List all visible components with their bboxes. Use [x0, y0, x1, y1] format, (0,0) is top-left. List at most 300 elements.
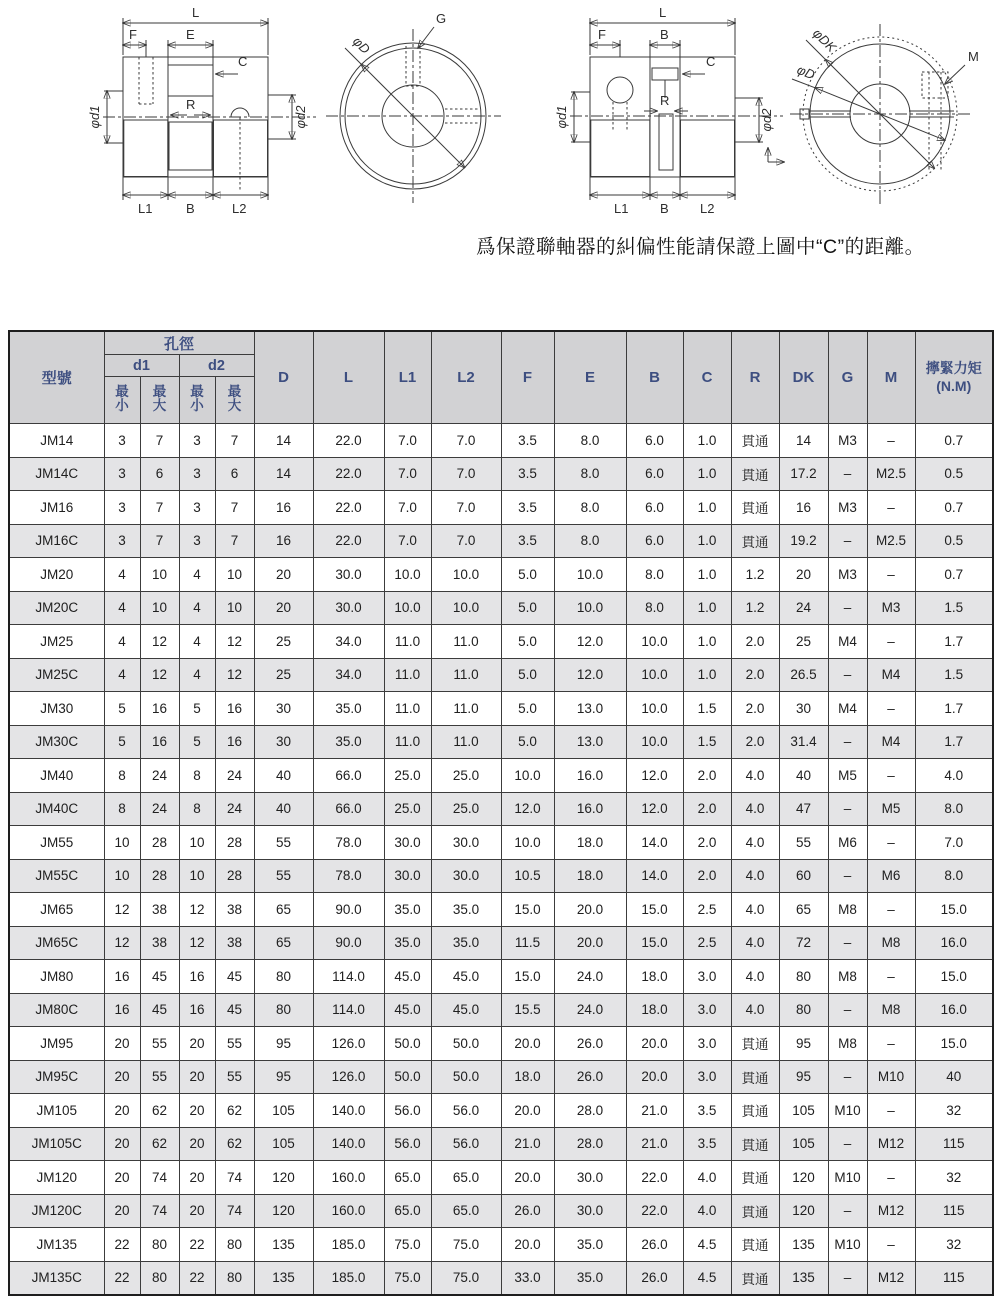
- value-cell: 4: [179, 558, 215, 592]
- value-cell: –: [828, 658, 867, 692]
- value-cell: 10: [104, 826, 140, 860]
- value-cell: 12: [179, 926, 215, 960]
- value-cell: 20.0: [501, 1228, 554, 1262]
- table-row: [9, 1094, 993, 1128]
- value-cell: 50.0: [384, 1027, 431, 1061]
- value-cell: 75.0: [431, 1228, 501, 1262]
- value-cell: 1.0: [683, 625, 731, 659]
- value-cell: 10: [215, 591, 254, 625]
- value-cell: 22.0: [313, 491, 384, 525]
- model-cell: JM55C: [9, 859, 104, 893]
- value-cell: 55: [215, 1060, 254, 1094]
- value-cell: 20.0: [626, 1027, 683, 1061]
- value-cell: –: [867, 1027, 915, 1061]
- value-cell: 30.0: [313, 591, 384, 625]
- value-cell: 16: [104, 960, 140, 994]
- value-cell: 3: [179, 491, 215, 525]
- value-cell: 7.0: [431, 491, 501, 525]
- value-cell: 4.0: [731, 826, 779, 860]
- value-cell: 2.0: [731, 658, 779, 692]
- value-cell: 貫通: [731, 524, 779, 558]
- model-cell: JM120C: [9, 1194, 104, 1228]
- dim-label-L2: L2: [700, 201, 715, 216]
- value-cell: 28: [140, 859, 179, 893]
- value-cell: 26.0: [626, 1228, 683, 1262]
- value-cell: 4: [179, 625, 215, 659]
- value-cell: 3.5: [683, 1127, 731, 1161]
- header-d2-min: 最小: [179, 377, 215, 424]
- value-cell: 7: [140, 524, 179, 558]
- value-cell: 10: [179, 859, 215, 893]
- value-cell: 20: [179, 1194, 215, 1228]
- value-cell: 20: [104, 1094, 140, 1128]
- value-cell: M10: [828, 1094, 867, 1128]
- value-cell: 8: [179, 759, 215, 793]
- value-cell: 62: [215, 1094, 254, 1128]
- value-cell: 10.0: [626, 658, 683, 692]
- value-cell: 32: [915, 1094, 993, 1128]
- value-cell: 5.0: [501, 658, 554, 692]
- value-cell: 20: [779, 558, 828, 592]
- dim-label-L1: L1: [138, 201, 153, 216]
- value-cell: 11.0: [431, 625, 501, 659]
- value-cell: 4: [104, 658, 140, 692]
- value-cell: 5: [179, 692, 215, 726]
- value-cell: –: [828, 926, 867, 960]
- value-cell: 75.0: [431, 1261, 501, 1295]
- value-cell: 16: [779, 491, 828, 525]
- value-cell: 26.0: [554, 1027, 626, 1061]
- value-cell: 13.0: [554, 692, 626, 726]
- value-cell: 8.0: [626, 558, 683, 592]
- value-cell: 30.0: [554, 1161, 626, 1195]
- value-cell: 20: [179, 1127, 215, 1161]
- value-cell: 7: [215, 424, 254, 458]
- dim-label-B: B: [660, 201, 669, 216]
- value-cell: 47: [779, 792, 828, 826]
- value-cell: M3: [828, 558, 867, 592]
- value-cell: 0.5: [915, 457, 993, 491]
- value-cell: 56.0: [431, 1094, 501, 1128]
- value-cell: 貫通: [731, 1060, 779, 1094]
- value-cell: 16.0: [554, 792, 626, 826]
- dim-label-C: C: [238, 54, 248, 69]
- value-cell: 30: [254, 692, 313, 726]
- model-cell: JM55: [9, 826, 104, 860]
- value-cell: 80: [779, 993, 828, 1027]
- value-cell: 3.5: [501, 424, 554, 458]
- value-cell: 11.0: [431, 658, 501, 692]
- value-cell: 6.0: [626, 457, 683, 491]
- value-cell: 12.0: [554, 625, 626, 659]
- value-cell: 10.0: [626, 692, 683, 726]
- value-cell: 7.0: [431, 457, 501, 491]
- value-cell: 33.0: [501, 1261, 554, 1295]
- value-cell: 3: [104, 491, 140, 525]
- header-M: M: [867, 331, 915, 424]
- value-cell: 0.5: [915, 524, 993, 558]
- hatch-right-hub: [681, 120, 735, 177]
- value-cell: 2.0: [731, 725, 779, 759]
- value-cell: 75.0: [384, 1261, 431, 1295]
- value-cell: 7: [140, 491, 179, 525]
- value-cell: 4.0: [731, 859, 779, 893]
- value-cell: 56.0: [431, 1127, 501, 1161]
- value-cell: 30.0: [384, 826, 431, 860]
- table-row: [9, 424, 993, 458]
- value-cell: 25.0: [431, 792, 501, 826]
- value-cell: 65.0: [384, 1194, 431, 1228]
- value-cell: 185.0: [313, 1261, 384, 1295]
- value-cell: 11.0: [431, 725, 501, 759]
- value-cell: 26.0: [626, 1261, 683, 1295]
- value-cell: 30.0: [384, 859, 431, 893]
- spec-sheet: [8, 330, 992, 1296]
- value-cell: 14: [254, 424, 313, 458]
- header-L: L: [313, 331, 384, 424]
- value-cell: 19.2: [779, 524, 828, 558]
- table-row: [9, 1161, 993, 1195]
- model-cell: JM14C: [9, 457, 104, 491]
- clamp-screw-head: [607, 77, 633, 103]
- value-cell: 120: [779, 1161, 828, 1195]
- dim-label-F: F: [598, 27, 606, 42]
- alignment-note: 爲保證聯軸器的糾偏性能請保證上圖中“C”的距離。: [476, 236, 925, 258]
- value-cell: 35.0: [554, 1261, 626, 1295]
- value-cell: 120: [779, 1194, 828, 1228]
- value-cell: 5.0: [501, 591, 554, 625]
- value-cell: 7: [215, 491, 254, 525]
- value-cell: 2.0: [683, 859, 731, 893]
- jmc-coupling-svg: [540, 2, 1000, 222]
- value-cell: 21.0: [626, 1127, 683, 1161]
- value-cell: 65: [254, 926, 313, 960]
- value-cell: 105: [779, 1094, 828, 1128]
- value-cell: 22.0: [313, 424, 384, 458]
- value-cell: 95: [254, 1027, 313, 1061]
- dim-label-R: R: [186, 97, 196, 112]
- value-cell: 10.0: [554, 591, 626, 625]
- value-cell: 7.0: [431, 424, 501, 458]
- value-cell: 6.0: [626, 491, 683, 525]
- value-cell: 21.0: [626, 1094, 683, 1128]
- value-cell: 20: [179, 1027, 215, 1061]
- value-cell: 105: [779, 1127, 828, 1161]
- value-cell: 160.0: [313, 1161, 384, 1195]
- value-cell: –: [828, 591, 867, 625]
- value-cell: 74: [215, 1161, 254, 1195]
- value-cell: 22: [104, 1261, 140, 1295]
- dim-label-L: L: [192, 5, 200, 20]
- value-cell: M2.5: [867, 524, 915, 558]
- value-cell: 20.0: [501, 1027, 554, 1061]
- value-cell: M2.5: [867, 457, 915, 491]
- value-cell: 45.0: [431, 960, 501, 994]
- value-cell: M8: [828, 1027, 867, 1061]
- table-row: [9, 759, 993, 793]
- dim-label-B-top: B: [660, 27, 669, 42]
- table-row: [9, 491, 993, 525]
- value-cell: 18.0: [501, 1060, 554, 1094]
- value-cell: –: [867, 759, 915, 793]
- value-cell: 160.0: [313, 1194, 384, 1228]
- value-cell: 11.5: [501, 926, 554, 960]
- value-cell: 45: [140, 993, 179, 1027]
- value-cell: M4: [867, 658, 915, 692]
- value-cell: 10: [140, 591, 179, 625]
- dim-label-phiD: φD: [794, 61, 818, 83]
- value-cell: –: [828, 1060, 867, 1094]
- value-cell: 25.0: [384, 759, 431, 793]
- value-cell: 6.0: [626, 424, 683, 458]
- value-cell: 貫通: [731, 1127, 779, 1161]
- value-cell: 34.0: [313, 658, 384, 692]
- value-cell: 25: [779, 625, 828, 659]
- value-cell: 2.5: [683, 893, 731, 927]
- value-cell: 30: [779, 692, 828, 726]
- header-D: D: [254, 331, 313, 424]
- value-cell: 20.0: [554, 893, 626, 927]
- table-row: [9, 792, 993, 826]
- value-cell: 66.0: [313, 759, 384, 793]
- model-cell: JM120: [9, 1161, 104, 1195]
- model-cell: JM65: [9, 893, 104, 927]
- table-row: [9, 558, 993, 592]
- value-cell: 16: [140, 725, 179, 759]
- value-cell: 20: [179, 1094, 215, 1128]
- value-cell: 14.0: [626, 859, 683, 893]
- value-cell: 15.0: [626, 893, 683, 927]
- value-cell: 11.0: [431, 692, 501, 726]
- dim-label-d1: φd1: [554, 105, 569, 129]
- value-cell: 12: [179, 893, 215, 927]
- model-cell: JM40: [9, 759, 104, 793]
- table-row: [9, 826, 993, 860]
- value-cell: 21.0: [501, 1127, 554, 1161]
- value-cell: 0.7: [915, 491, 993, 525]
- value-cell: 4.0: [683, 1161, 731, 1195]
- value-cell: 16.0: [915, 926, 993, 960]
- model-cell: JM30: [9, 692, 104, 726]
- value-cell: 16: [254, 491, 313, 525]
- value-cell: 8: [179, 792, 215, 826]
- table-row: [9, 1027, 993, 1061]
- table-row: [9, 457, 993, 491]
- value-cell: 12: [140, 658, 179, 692]
- value-cell: 60: [779, 859, 828, 893]
- value-cell: 20: [104, 1027, 140, 1061]
- value-cell: 22.0: [626, 1194, 683, 1228]
- value-cell: 24: [215, 792, 254, 826]
- value-cell: –: [828, 725, 867, 759]
- value-cell: 25: [254, 625, 313, 659]
- value-cell: –: [867, 625, 915, 659]
- value-cell: 0.7: [915, 558, 993, 592]
- value-cell: 135: [254, 1228, 313, 1262]
- value-cell: 7.0: [384, 524, 431, 558]
- value-cell: –: [828, 524, 867, 558]
- table-row: [9, 859, 993, 893]
- value-cell: M4: [867, 725, 915, 759]
- value-cell: 3.5: [501, 491, 554, 525]
- header-torque: [915, 331, 993, 424]
- value-cell: 17.2: [779, 457, 828, 491]
- value-cell: 4.0: [915, 759, 993, 793]
- header-F: F: [501, 331, 554, 424]
- value-cell: 15.0: [501, 960, 554, 994]
- value-cell: 7: [215, 524, 254, 558]
- value-cell: 25.0: [431, 759, 501, 793]
- value-cell: 5.0: [501, 692, 554, 726]
- value-cell: 38: [140, 926, 179, 960]
- value-cell: 105: [254, 1094, 313, 1128]
- value-cell: 24: [140, 759, 179, 793]
- value-cell: 10.0: [501, 759, 554, 793]
- value-cell: –: [828, 457, 867, 491]
- value-cell: 1.5: [683, 725, 731, 759]
- value-cell: 6.0: [626, 524, 683, 558]
- hatch-left-hub: [124, 120, 168, 177]
- dim-label-phiD: φD: [349, 33, 374, 57]
- value-cell: 15.0: [501, 893, 554, 927]
- value-cell: 16.0: [915, 993, 993, 1027]
- table-header: [9, 331, 993, 424]
- value-cell: 22: [179, 1228, 215, 1262]
- value-cell: 16.0: [554, 759, 626, 793]
- elastomer: [659, 114, 673, 170]
- value-cell: 30.0: [431, 826, 501, 860]
- model-cell: JM135C: [9, 1261, 104, 1295]
- value-cell: 5.0: [501, 725, 554, 759]
- value-cell: 14: [779, 424, 828, 458]
- dim-label-d1: φd1: [87, 105, 102, 129]
- value-cell: 20: [104, 1127, 140, 1161]
- model-cell: JM25: [9, 625, 104, 659]
- value-cell: 6: [140, 457, 179, 491]
- value-cell: 114.0: [313, 960, 384, 994]
- value-cell: 140.0: [313, 1127, 384, 1161]
- value-cell: M10: [828, 1161, 867, 1195]
- value-cell: 15.0: [915, 960, 993, 994]
- value-cell: 貫通: [731, 1228, 779, 1262]
- value-cell: 1.7: [915, 725, 993, 759]
- value-cell: 95: [254, 1060, 313, 1094]
- hatch-spider: [169, 122, 212, 170]
- value-cell: –: [867, 1161, 915, 1195]
- header-bore: 孔徑: [104, 331, 254, 355]
- value-cell: 35.0: [431, 926, 501, 960]
- header-d1-max: 最大: [140, 377, 179, 424]
- value-cell: –: [828, 859, 867, 893]
- value-cell: 55: [215, 1027, 254, 1061]
- value-cell: 35.0: [313, 725, 384, 759]
- value-cell: M5: [828, 759, 867, 793]
- header-model: 型號: [9, 331, 104, 424]
- value-cell: 75.0: [384, 1228, 431, 1262]
- value-cell: 55: [140, 1060, 179, 1094]
- value-cell: 4.0: [731, 960, 779, 994]
- table-row: [9, 893, 993, 927]
- header-C: C: [683, 331, 731, 424]
- value-cell: 3: [104, 457, 140, 491]
- value-cell: 3.5: [683, 1094, 731, 1128]
- value-cell: 15.0: [915, 893, 993, 927]
- value-cell: –: [867, 1094, 915, 1128]
- value-cell: 11.0: [384, 725, 431, 759]
- value-cell: 11.0: [384, 658, 431, 692]
- value-cell: 4: [104, 625, 140, 659]
- value-cell: 10: [104, 859, 140, 893]
- value-cell: 1.0: [683, 457, 731, 491]
- value-cell: M8: [828, 893, 867, 927]
- value-cell: 22.0: [626, 1161, 683, 1195]
- value-cell: 3.0: [683, 1027, 731, 1061]
- value-cell: –: [867, 491, 915, 525]
- table-row: [9, 1261, 993, 1295]
- value-cell: 20.0: [501, 1161, 554, 1195]
- table-row: [9, 1127, 993, 1161]
- value-cell: 90.0: [313, 893, 384, 927]
- value-cell: 80: [215, 1228, 254, 1262]
- value-cell: 4.5: [683, 1261, 731, 1295]
- value-cell: 6: [215, 457, 254, 491]
- header-L1: L1: [384, 331, 431, 424]
- value-cell: 30.0: [554, 1194, 626, 1228]
- value-cell: 126.0: [313, 1027, 384, 1061]
- value-cell: 135: [779, 1261, 828, 1295]
- dim-label-L1: L1: [614, 201, 629, 216]
- value-cell: 貫通: [731, 457, 779, 491]
- value-cell: 20.0: [626, 1060, 683, 1094]
- value-cell: 4: [179, 658, 215, 692]
- value-cell: 20: [254, 591, 313, 625]
- value-cell: 65.0: [431, 1194, 501, 1228]
- value-cell: 1.7: [915, 625, 993, 659]
- value-cell: 114.0: [313, 993, 384, 1027]
- value-cell: –: [828, 1261, 867, 1295]
- value-cell: 2.0: [683, 792, 731, 826]
- header-DK: DK: [779, 331, 828, 424]
- value-cell: 32: [915, 1228, 993, 1262]
- model-cell: JM25C: [9, 658, 104, 692]
- value-cell: 20.0: [501, 1094, 554, 1128]
- value-cell: 10.0: [384, 591, 431, 625]
- value-cell: 貫通: [731, 491, 779, 525]
- value-cell: 135: [779, 1228, 828, 1262]
- value-cell: 55: [779, 826, 828, 860]
- value-cell: 1.0: [683, 524, 731, 558]
- value-cell: 45: [215, 993, 254, 1027]
- value-cell: 62: [140, 1127, 179, 1161]
- value-cell: 5.0: [501, 558, 554, 592]
- table-row: [9, 1228, 993, 1262]
- value-cell: 8.0: [554, 457, 626, 491]
- value-cell: 30.0: [313, 558, 384, 592]
- value-cell: 10: [179, 826, 215, 860]
- value-cell: 2.0: [683, 826, 731, 860]
- value-cell: 3: [104, 424, 140, 458]
- model-cell: JM105C: [9, 1127, 104, 1161]
- dim-label-M: M: [968, 49, 979, 64]
- value-cell: 90.0: [313, 926, 384, 960]
- model-cell: JM20: [9, 558, 104, 592]
- table-row: [9, 692, 993, 726]
- value-cell: 貫通: [731, 1161, 779, 1195]
- value-cell: M3: [867, 591, 915, 625]
- spec-table: [8, 330, 994, 1296]
- value-cell: 8.0: [626, 591, 683, 625]
- value-cell: 28: [140, 826, 179, 860]
